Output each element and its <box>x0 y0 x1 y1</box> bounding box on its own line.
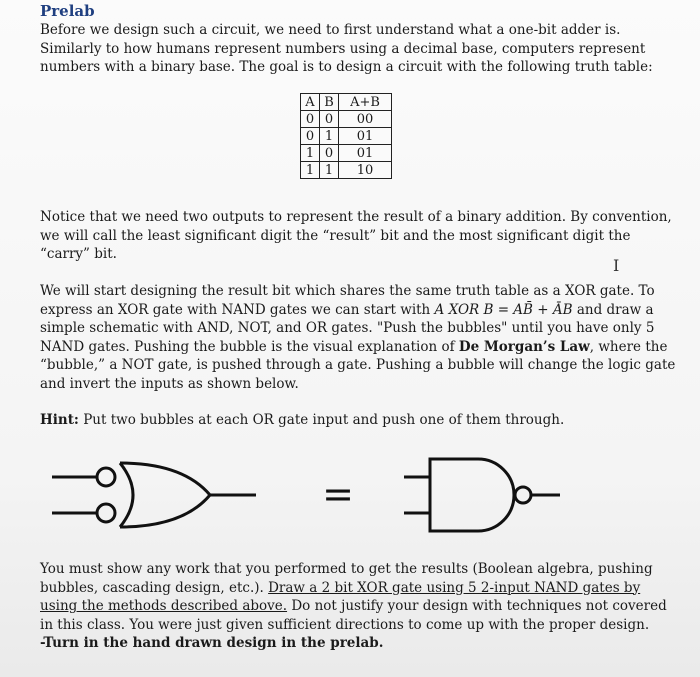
equals-sign: = <box>322 472 354 516</box>
de-morgan-law: De Morgan’s Law <box>458 338 590 355</box>
or-gate-with-inverted-inputs-icon <box>52 463 256 527</box>
xor-text-part2: and draw a simple schematic with AND, NOT, and OR gates. "Push the bubbles" until you have only 5 NAND gates. Pushing the bubble is the visual explanation of <box>40 301 655 355</box>
xor-text-part3: , where the “bubble,” a NOT gate, is pushed through a gate. Pushing a bubble will change the logic gate and invert the inputs as shown below. <box>40 338 676 392</box>
table-cell: 1 <box>320 162 339 179</box>
table-header: A <box>301 94 320 111</box>
final-paragraph <box>40 560 680 653</box>
table-cell: 0 <box>301 128 320 145</box>
xor-requirement: Draw a 2 bit XOR gate using 5 2-input NAND gates by using the methods described above. <box>40 579 641 614</box>
prelab-title: Prelab <box>40 2 95 20</box>
truth-table <box>300 93 392 179</box>
table-cell: 01 <box>339 128 392 145</box>
final-text-part2: Do not justify your design with techniques not covered in this class. You were just given sufficient directions to come up with the proper design. <box>40 598 667 633</box>
bubble-pushing-diagram <box>38 445 638 545</box>
xor-equation: A XOR B = AB̄ + ĀB <box>434 301 573 318</box>
table-row <box>301 145 392 162</box>
table-cell: 1 <box>320 128 339 145</box>
table-cell: 0 <box>301 111 320 128</box>
hint-label: Hint: <box>40 412 79 428</box>
table-header: B <box>320 94 339 111</box>
hint-paragraph <box>40 411 680 430</box>
turn-in-instruction: -Turn in the hand drawn design in the prelab. <box>40 635 384 651</box>
nand-gate-icon <box>404 459 560 531</box>
table-row <box>301 128 392 145</box>
notice-paragraph: Notice that we need two outputs to represent the result of a binary addition. By convention, we will call the least significant digit the “result” bit and the most significant digit the “carry” bit. <box>40 209 672 262</box>
table-cell: 00 <box>339 111 392 128</box>
hint-text: Put two bubbles at each OR gate input and push one of them through. <box>78 412 565 428</box>
table-cell: 1 <box>301 162 320 179</box>
table-cell: 01 <box>339 145 392 162</box>
xor-text-part1: We will start designing the result bit which shares the same truth table as a XOR gate. To express an XOR gate with NAND gates we can start with <box>40 283 655 318</box>
table-cell: 1 <box>301 145 320 162</box>
text-cursor-icon: I <box>613 256 620 275</box>
table-cell: 10 <box>339 162 392 179</box>
table-header: A+B <box>339 94 392 111</box>
table-header-row <box>301 94 392 111</box>
intro-paragraph: Before we design such a circuit, we need to first understand what a one-bit adder is. Similarly to how humans represent numbers using a decimal base, computers represent numbers with a binary base. The goal is to design a circuit with the following truth table: <box>40 22 653 75</box>
table-cell: 0 <box>320 111 339 128</box>
xor-paragraph <box>40 282 680 393</box>
table-row <box>301 162 392 179</box>
final-text-part1: You must show any work that you performed to get the results (Boolean algebra, pushing bubbles, cascading design, etc.). <box>40 561 653 596</box>
table-row <box>301 111 392 128</box>
table-cell: 0 <box>320 145 339 162</box>
